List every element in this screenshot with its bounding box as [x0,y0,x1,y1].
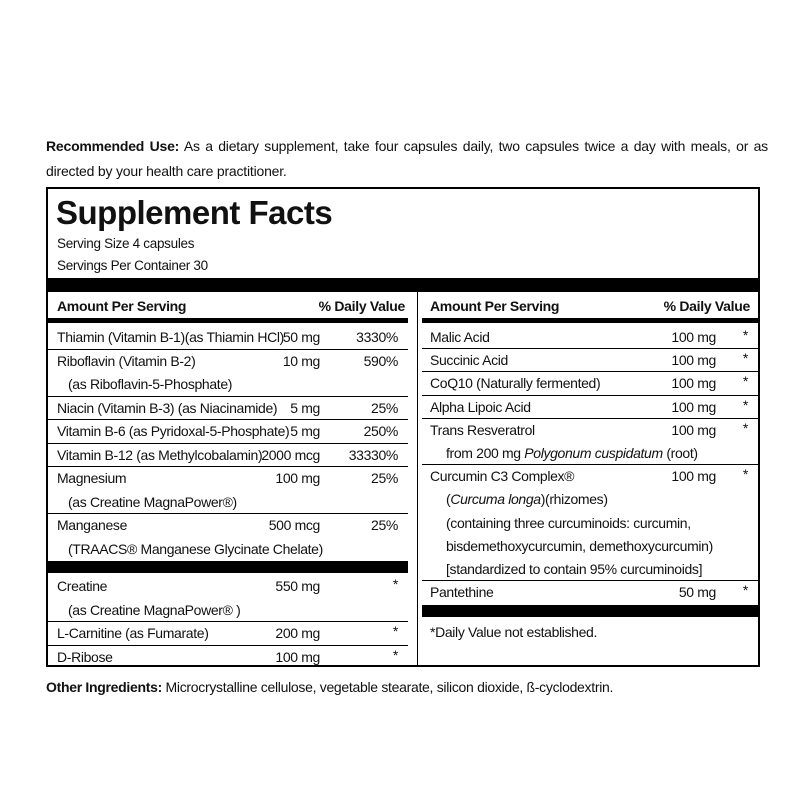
nutrient-sub [446,488,608,511]
section-bar [48,561,408,573]
supplement-facts-panel [46,187,760,667]
right-header-rule [422,318,758,323]
nutrient-name: Vitamin B-6 (as Pyridoxal-5-Phosphate) [57,423,290,439]
nutrient-dv: 25% [371,470,398,486]
section-bar [422,605,758,617]
nutrient-dv: 33330% [348,446,398,463]
nutrient-amount: 5 mg [290,423,320,439]
nutrient-sub: (as Riboflavin-5-Phosphate) [68,376,233,392]
panel-title: Supplement Facts [56,194,333,231]
nutrient-amount: 100 mg [671,375,716,392]
nutrient-name: Manganese [57,517,128,533]
right-header-dv: % Daily Value [663,298,750,314]
nutrient-sub: (as Creatine MagnaPower® ) [68,601,241,618]
other-ingredients-label: Other Ingredients: [46,679,162,695]
nutrient-dv: * [742,373,748,390]
nutrient-name: CoQ10 (Naturally fermented) [430,375,601,392]
nutrient-amount: 100 mg [671,421,716,438]
nutrient-row [48,514,408,561]
nutrient-amount: 50 mg [678,584,716,601]
nutrient-row [48,350,408,397]
nutrient-amount: 100 mg [671,398,716,415]
nutrient-sub [446,442,698,465]
nutrient-row [418,372,758,395]
nutrient-row [48,420,408,444]
recommended-use [46,134,768,184]
nutrient-name: Magnesium [57,470,127,486]
nutrient-amount: 2000 mcg [261,446,320,463]
servings-per-container: Servings Per Container 30 [57,258,208,273]
nutrient-row [418,419,758,442]
nutrient-row [48,444,408,468]
nutrient-sub: (as Creatine MagnaPower®) [68,493,237,510]
recommended-use-text: As a dietary supplement, take four capsules daily, two capsules twice a day with meals, or as directed by your health care practitioner. [46,138,768,179]
nutrient-dv: * [742,327,748,343]
other-ingredients-text: Microcrystalline cellulose, vegetable stearate, silicon dioxide, ß-cyclodextrin. [161,679,614,695]
sub-pre: ( [446,491,451,508]
nutrient-amount: 200 mg [275,625,320,641]
left-header-dv: % Daily Value [318,298,405,314]
nutrient-dv: 25% [371,517,398,533]
nutrient-name: Succinic Acid [430,352,508,369]
nutrient-row [48,326,408,350]
nutrient-dv: * [742,582,748,599]
sub-pre: from 200 mg [446,445,525,461]
nutrient-dv: * [742,396,748,413]
nutrient-name: Thiamin (Vitamin B-1)(as Thiamin HCl) [57,329,284,345]
nutrient-sub: bisdemethoxycurcumin, demethoxycurcumin) [446,537,713,554]
thick-divider-top [48,278,758,292]
nutrient-dv: * [392,623,398,639]
serving-size: Serving Size 4 capsules [57,236,195,251]
nutrient-name: Vitamin B-12 (as Methylcobalamin) [57,446,263,463]
nutrient-subrow [418,558,758,581]
nutrient-name: L-Carnitine (as Fumarate) [57,625,209,641]
nutrient-row [418,349,758,372]
left-header-amount: Amount Per Serving [57,298,187,314]
nutrient-amount: 100 mg [671,468,716,485]
right-header-amount: Amount Per Serving [430,298,560,314]
nutrient-amount: 5 mg [290,399,320,416]
nutrient-amount: 100 mg [275,648,320,665]
nutrient-dv: 3330% [356,329,398,345]
nutrient-name: Alpha Lipoic Acid [430,398,531,415]
sub-post: )(rhizomes) [540,491,608,508]
nutrient-dv: * [392,646,398,663]
nutrient-dv: 250% [363,423,398,439]
nutrient-name: Riboflavin (Vitamin B-2) [57,352,196,369]
nutrient-amount: 100 mg [671,352,716,369]
nutrient-dv: 590% [363,352,398,369]
nutrient-row [48,622,408,646]
nutrient-amount: 500 mcg [268,517,320,533]
nutrient-dv: * [742,419,748,436]
nutrient-subrow [418,535,758,558]
nutrient-amount: 50 mg [282,329,320,345]
left-header-rule [48,318,408,323]
nutrient-subrow [418,512,758,535]
nutrient-amount: 100 mg [275,470,320,486]
sub-italic: Polygonum cuspidatum [524,445,663,461]
nutrient-name: Trans Resveratrol [430,421,535,438]
nutrient-sub: [standardized to contain 95% curcuminoids] [446,561,703,577]
nutrient-row [48,467,408,514]
nutrient-amount: 10 mg [282,352,320,369]
nutrient-subrow [418,442,758,465]
nutrient-name: Pantethine [430,584,494,601]
nutrient-dv: * [742,466,748,483]
nutrient-name: Curcumin C3 Complex® [430,468,575,485]
nutrient-sub: (TRAACS® Manganese Glycinate Chelate) [68,540,323,557]
nutrient-row [418,581,758,604]
sub-italic: Curcuma longa [450,491,541,508]
nutrient-row [418,396,758,419]
nutrient-dv: * [742,350,748,367]
nutrient-subrow [418,488,758,511]
nutrient-name: Creatine [57,578,108,594]
recommended-use-label: Recommended Use: [46,138,180,154]
nutrient-row [48,397,408,421]
footnote: *Daily Value not established. [430,624,598,641]
nutrient-amount: 550 mg [275,578,320,594]
nutrient-amount: 100 mg [671,329,716,345]
other-ingredients [46,676,613,698]
nutrient-row [48,575,408,622]
nutrient-dv: 25% [371,399,398,416]
nutrient-dv: * [392,576,398,592]
nutrient-row [418,326,758,349]
nutrient-row [418,465,758,488]
nutrient-sub: (containing three curcuminoids: curcumin, [446,514,691,531]
nutrient-name: Malic Acid [430,329,490,345]
nutrient-name: D-Ribose [57,648,113,665]
nutrient-name: Niacin (Vitamin B-3) (as Niacinamide) [57,399,278,416]
nutrient-row [48,646,408,670]
sub-post: (root) [662,445,698,461]
